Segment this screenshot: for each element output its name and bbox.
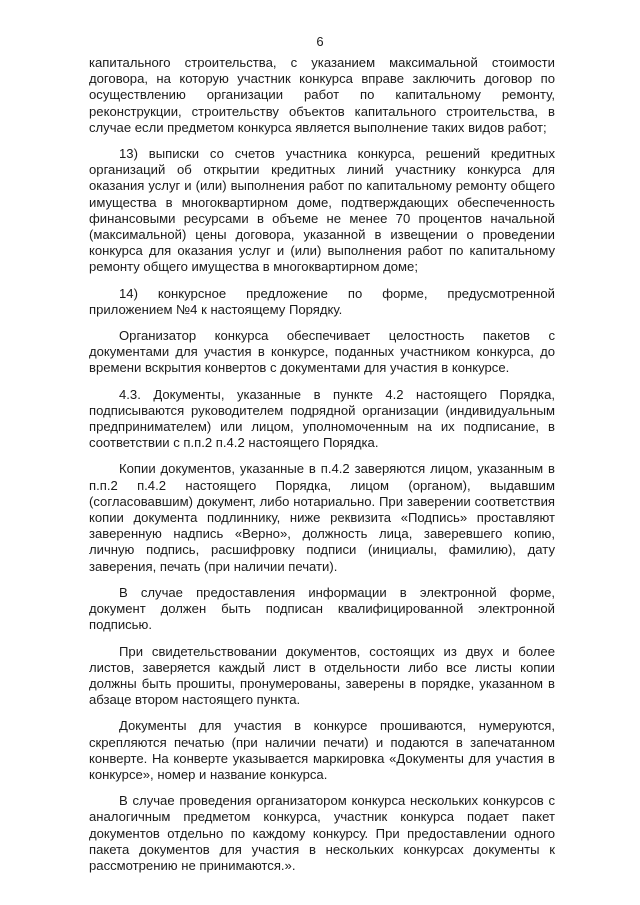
paragraph-continuation: капитального строительства, с указанием максимальной стоимости договора, на которую участник конкурса вправе заключить договор по осуществлению организации работ по капитальному ремонту, реконструкции, строительству объектов капитального строительства, в случае если предметом конкурса является выполнение таких видов работ; [89,55,555,135]
paragraph-copy-certification: Копии документов, указанные в п.4.2 заверяются лицом, указанным в п.п.2 п.4.2 настоящего Порядка, лицом (органом), выдавшим (согласовавшим) документ, либо нотариально. При заверении соответствия копии документа подлиннику, ниже реквизита «Подпись» проставляют заверенную надпись «Верно», должность лица, заверевшего копию, личную подпись, расшифровку подписи (инициалы, фамилию), дату заверения, печать (при наличии печати). [89,461,555,574]
paragraph-section-4-3: 4.3. Документы, указанные в пункте 4.2 настоящего Порядка, подписываются руководителем подрядной организации (индивидуальным предпринимателем) или лицом, уполномоченным на их подписание, в соответствии с п.п.2 п.4.2 настоящего Порядка. [89,386,555,451]
page-number: 6 [316,34,324,49]
paragraph-item-14: 14) конкурсное предложение по форме, предусмотренной приложением №4 к настоящему Порядку. [89,285,555,317]
paragraph-electronic-signature: В случае предоставления информации в электронной форме, документ должен быть подписан квалифицированной электронной подписью. [89,584,555,633]
paragraph-envelope-marking: Документы для участия в конкурсе прошиваются, нумеруются, скрепляются печатью (при наличии печати) и подаются в запечатанном конверте. На конверте указывается маркировка «Документы для участия в конкурсе», номер и название конкурса. [89,718,555,782]
paragraph-multiple-contests: В случае проведения организатором конкурса нескольких конкурсов с аналогичным предметом конкурса, участник конкурса подает пакет документов отдельно по каждому конкурсу. При предоставлении одного пакета документов для участия в нескольких конкурсах документы к рассмотрению не принимаются.». [89,793,555,873]
paragraph-item-13: 13) выписки со счетов участника конкурса, решений кредитных организаций об открытии кредитных линий участнику конкурса для оказания услуг и (или) выполнения работ по капитальному ремонту общего имущества в многоквартирном доме, подтверждающих обеспеченность финансовыми ресурсами в объеме не менее 70 процентов начальной (максимальной) цены договора, указанной в извещении о проведении конкурса для оказания услуг и (или) выполнения работ по капитальному ремонту общего имущества в многоквартирном доме; [89,146,555,275]
document-body [89,55,555,884]
paragraph-multi-sheet-documents: При свидетельствовании документов, состоящих из двух и более листов, заверяется каждый лист в отдельности либо все листы копии должны быть прошиты, пронумерованы, заверены в порядке, указанном в абзаце втором настоящего пункта. [89,643,555,708]
paragraph-package-integrity: Организатор конкурса обеспечивает целостность пакетов с документами для участия в конкурсе, поданных участником конкурса, до времени вскрытия конвертов с документами для участия в конкурсе. [89,328,555,376]
